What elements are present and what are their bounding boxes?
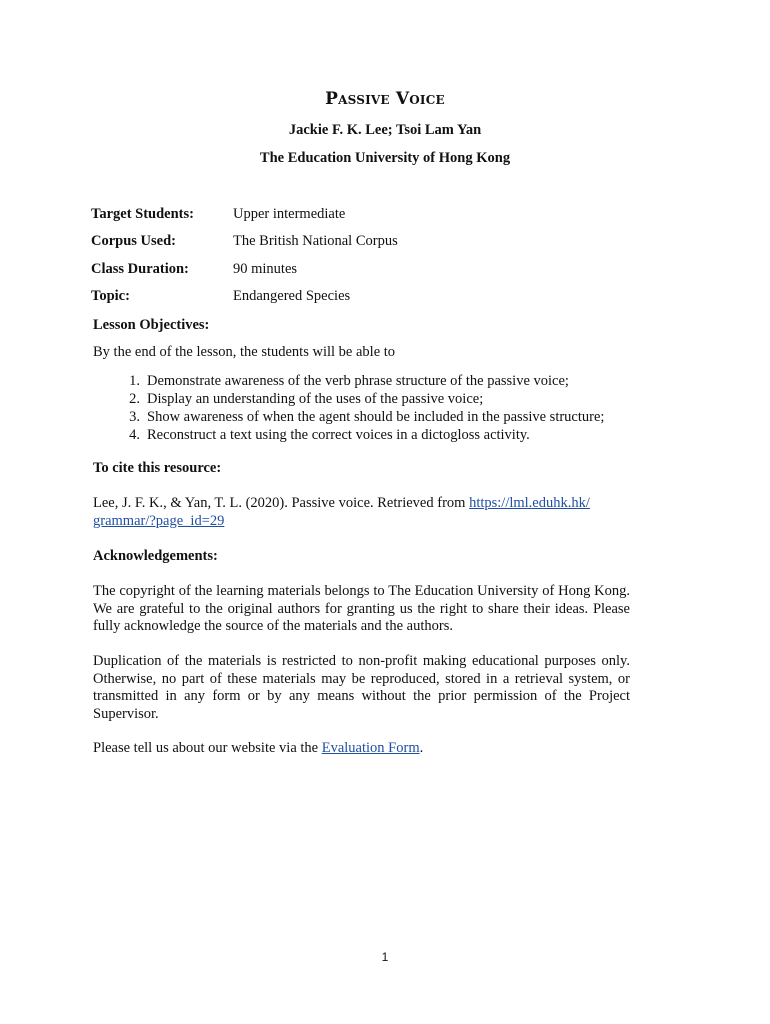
list-item [93, 372, 604, 390]
info-value-topic: Endangered Species [233, 288, 351, 304]
info-value-duration: 90 minutes [233, 261, 298, 277]
list-text: Reconstruct a text using the correct voices in a dictogloss activity. [147, 427, 530, 443]
info-label-duration: Class Duration: [91, 261, 189, 277]
cite-reference: Lee, J. F. K., & Yan, T. L. (2020). Passive voice. Retrieved from [93, 495, 470, 511]
info-label-topic: Topic: [91, 288, 130, 304]
institution: The Education University of Hong Kong [259, 150, 511, 166]
cite-text [93, 495, 653, 530]
list-number: 1. [129, 373, 140, 389]
list-item [93, 426, 604, 444]
list-item [93, 408, 604, 426]
acknowledgements-paragraph-1: The copyright of the learning materials belongs to The Education University of Hong Kong. We are grateful to the original authors for granting us the right to share their ideas. Please fully acknowledge the source of the materials and the authors. [93, 583, 630, 634]
document-title: Passive Voice [325, 89, 445, 109]
list-text: Display an understanding of the uses of the passive voice; [147, 391, 484, 407]
feedback-suffix: . [419, 740, 424, 756]
authors: Jackie F. K. Lee; Tsoi Lam Yan [288, 122, 482, 138]
info-value-target-students: Upper intermediate [233, 206, 346, 222]
info-value-corpus: The British National Corpus [233, 233, 398, 249]
list-number: 3. [129, 409, 140, 425]
list-number: 2. [129, 391, 140, 407]
cite-link-part1: https://lml.eduhk.hk/ [469, 495, 590, 511]
list-item [93, 390, 604, 408]
list-text: Demonstrate awareness of the verb phrase structure of the passive voice; [147, 373, 569, 389]
list-text: Show awareness of when the agent should be included in the passive structure; [147, 409, 605, 425]
cite-link-part2: grammar/?page_id=29 [93, 512, 225, 529]
page-number: 1 [381, 950, 389, 964]
acknowledgements-paragraph-2: Duplication of the materials is restricted to non-profit making educational purposes only. Otherwise, no part of these materials may be reproduced, stored in a retrieval system, or transmitted in any form or by any means without the prior permission of the Project Supervisor. [93, 653, 630, 722]
info-label-corpus: Corpus Used: [91, 233, 176, 249]
info-label-target-students: Target Students: [91, 206, 194, 222]
acknowledgements-heading: Acknowledgements: [93, 548, 218, 564]
list-number: 4. [129, 427, 140, 443]
feedback-prefix: Please tell us about our website via the [93, 740, 322, 756]
objectives-list [93, 372, 604, 444]
feedback-text [93, 740, 423, 758]
evaluation-form-link[interactable]: Evaluation Form [321, 740, 420, 756]
objectives-intro: By the end of the lesson, the students will be able to [93, 344, 396, 360]
objectives-heading: Lesson Objectives: [93, 317, 210, 333]
cite-heading: To cite this resource: [93, 460, 222, 476]
